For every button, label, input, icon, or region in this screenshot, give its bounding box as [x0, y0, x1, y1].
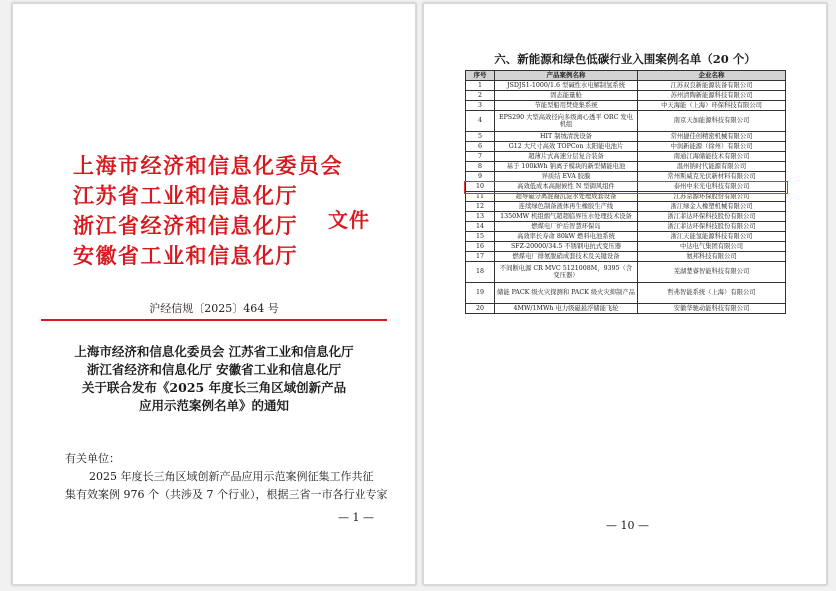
row-number: 6 — [466, 142, 495, 152]
table-row — [466, 202, 786, 212]
product-name: 基于 100kWh 钠离子模块的新型储能电池 — [495, 162, 638, 172]
company-name: 芜湖楚睿智能科技有限公司 — [638, 262, 786, 283]
row-number: 12 — [466, 202, 495, 212]
table-row — [466, 81, 786, 91]
issuer-name: 安徽省工业和信息化厅 — [73, 243, 298, 268]
column-header-company: 企业名称 — [638, 71, 786, 81]
table-body — [466, 81, 786, 314]
table-row — [466, 142, 786, 152]
product-name: 节能型船用焚烧集系统 — [495, 101, 638, 111]
company-name: 浙江天能氢能源科技有限公司 — [638, 232, 786, 242]
row-number: 14 — [466, 222, 495, 232]
product-name: 4MW/1MWh 电力级磁悬浮储能飞轮 — [495, 304, 638, 314]
company-name: 浙江绿金人橡塑机械有限公司 — [638, 202, 786, 212]
company-name: 中天海能（上海）环保科技有限公司 — [638, 101, 786, 111]
company-name: 哲弗智能系统（上海）有限公司 — [638, 283, 786, 304]
red-divider — [41, 319, 387, 321]
issuer-name: 江苏省工业和信息化厅 — [73, 183, 298, 208]
product-name: 1350MW 机组烟气超超临界压水处理技术设备 — [495, 212, 638, 222]
product-name: HIT 制绒清洗设备 — [495, 132, 638, 142]
product-name: SFZ-20000/34.5 不锈钢电抗式变压器 — [495, 242, 638, 252]
row-number: 18 — [466, 262, 495, 283]
document-page-10 — [423, 3, 827, 585]
company-name: 温州钠时代能源有限公司 — [638, 162, 786, 172]
issuer-header — [73, 151, 353, 271]
product-name: 固态能量舱 — [495, 91, 638, 101]
company-name: 常州斯威克光伏新材料有限公司 — [638, 172, 786, 182]
table-row — [466, 111, 786, 132]
product-name: G12 大尺寸高效 TOPCon 太阳能电池片 — [495, 142, 638, 152]
row-number: 20 — [466, 304, 495, 314]
product-name: 超薄片式高速分层复合装备 — [495, 152, 638, 162]
column-header-product: 产品案例名称 — [495, 71, 638, 81]
row-number: 4 — [466, 111, 495, 132]
row-number: 16 — [466, 242, 495, 252]
page-number: — 10 — — [606, 519, 649, 532]
company-name: 浙江菲达环保科技股份有限公司 — [638, 212, 786, 222]
row-number: 15 — [466, 232, 495, 242]
company-name: 中润新能源（徐州）有限公司 — [638, 142, 786, 152]
product-name: 燃煤电厂排氨脱硝成套技术及关键设备 — [495, 252, 638, 262]
row-number: 1 — [466, 81, 495, 91]
table-row — [466, 101, 786, 111]
product-name: 燃煤电厂炉后智慧环保岛 — [495, 222, 638, 232]
highlight-box — [464, 181, 788, 194]
product-name: 连续绿色制备液体再生橡胶生产线 — [495, 202, 638, 212]
table-title: 六、新能源和绿色低碳行业入围案例名单（20 个） — [494, 52, 756, 66]
company-name: 浙江菲达环保科技股份有限公司 — [638, 222, 786, 232]
company-name: 苏州清陶新能源科技有限公司 — [638, 91, 786, 101]
row-number: 11 — [466, 192, 495, 202]
table-row — [466, 162, 786, 172]
company-name: 常州捷佳创精密机械有限公司 — [638, 132, 786, 142]
table-row — [466, 242, 786, 252]
body-line: 2025 年度长三角区域创新产品应用示范案例征集工作共征 — [89, 470, 374, 483]
notice-title-line: 关于联合发布《2025 年度长三角区域创新产品 — [81, 380, 347, 395]
body-line: 集有效案例 976 个（共涉及 7 个行业），根据三省一市各行业专家 — [65, 488, 388, 501]
notice-title-line: 上海市经济和信息化委员会 江苏省工业和信息化厅 — [74, 344, 354, 359]
row-number: 3 — [466, 101, 495, 111]
row-number: 2 — [466, 91, 495, 101]
company-name: 南通江海储能技术有限公司 — [638, 152, 786, 162]
company-name: 江苏京源环保股份有限公司 — [638, 192, 786, 202]
product-name: EPS290 大型高效径向多级离心透平 ORC 发电机组 — [495, 111, 638, 132]
row-number: 13 — [466, 212, 495, 222]
table-header-row — [466, 71, 786, 81]
company-name: 中达电气集团有限公司 — [638, 242, 786, 252]
product-name: JSDJS1-1000/1.6 型碱性水电解制氢系统 — [495, 81, 638, 91]
document-page-1 — [12, 3, 416, 585]
company-name: 泰州中来光电科技有限公司 — [638, 182, 786, 192]
table-row — [466, 132, 786, 142]
notice-title — [13, 343, 415, 415]
table-row — [466, 304, 786, 314]
row-number: 17 — [466, 252, 495, 262]
document-number: 沪经信规〔2025〕464 号 — [149, 302, 279, 315]
table-row — [466, 232, 786, 242]
table-row — [466, 262, 786, 283]
row-number: 9 — [466, 172, 495, 182]
product-name: 储能 PACK 级火灾探测和 PACK 级火灾抑制产品 — [495, 283, 638, 304]
company-name: 氨邦科技有限公司 — [638, 252, 786, 262]
product-name: 不间断电源 CR MVC 5121008M，9395（含变压器） — [495, 262, 638, 283]
notice-title-line: 应用示范案例名单》的通知 — [138, 398, 289, 413]
company-name: 南京天加能源科技有限公司 — [638, 111, 786, 132]
row-number: 8 — [466, 162, 495, 172]
page-number: — 1 — — [338, 511, 374, 524]
product-name: 异质结 EVA 胶膜 — [495, 172, 638, 182]
table-row — [466, 283, 786, 304]
product-name: 高效率长寿命 80kW 燃料电池系统 — [495, 232, 638, 242]
row-number: 19 — [466, 283, 495, 304]
product-name: 高效低成本高耐候性 N 型御风组件 — [495, 182, 638, 192]
row-number: 7 — [466, 152, 495, 162]
addressee: 有关单位： — [65, 452, 120, 465]
row-number: 10 — [466, 182, 495, 192]
doc-label: 文件 — [328, 208, 370, 232]
table-row — [466, 91, 786, 101]
notice-title-line: 浙江省经济和信息化厅 安徽省工业和信息化厅 — [86, 362, 342, 377]
table-row — [466, 222, 786, 232]
product-name: 超导磁分离混凝沉淀水处理成套设备 — [495, 192, 638, 202]
table-row — [466, 252, 786, 262]
table-row — [466, 212, 786, 222]
company-name: 安徽华驰动能科技有限公司 — [638, 304, 786, 314]
company-name: 江苏双良新能源装备有限公司 — [638, 81, 786, 91]
row-number: 5 — [466, 132, 495, 142]
column-header-no: 序号 — [466, 71, 495, 81]
issuer-name: 上海市经济和信息化委员会 — [73, 153, 343, 178]
table-row — [466, 152, 786, 162]
body-text — [65, 468, 388, 504]
issuer-name: 浙江省经济和信息化厅 — [73, 213, 298, 238]
